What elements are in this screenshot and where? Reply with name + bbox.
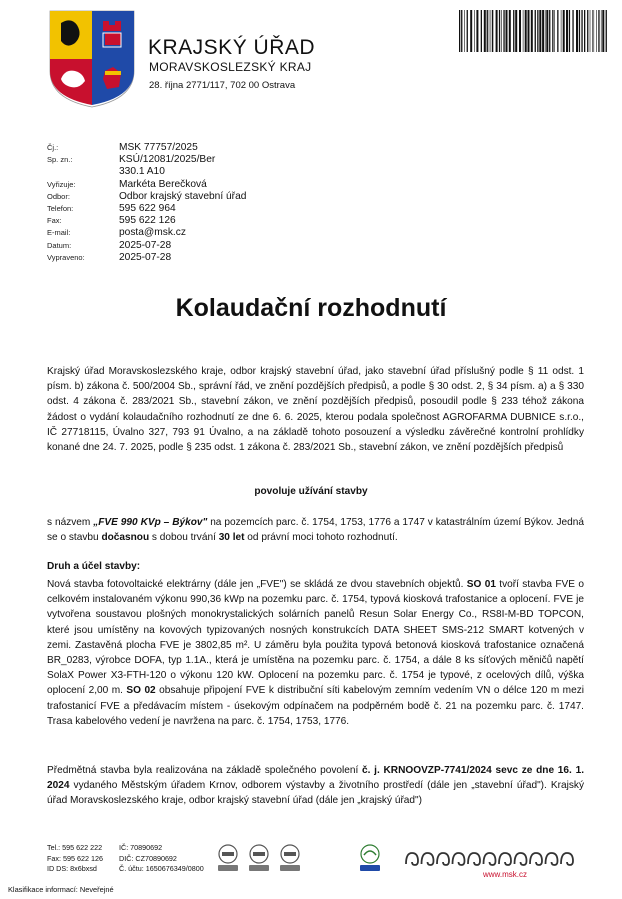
footer-phone: Tel.: 595 622 222 (47, 843, 103, 852)
decision-statement: povoluje užívání stavby (254, 486, 368, 497)
metadata-value: Markéta Berečková (119, 178, 207, 190)
metadata-label: Fax: (47, 216, 62, 226)
metadata-label: Datum: (47, 240, 72, 250)
metadata-value: MSK 77757/2025 (119, 142, 198, 153)
metadata-value: 330.1 A10 (119, 166, 165, 178)
iso-certificate-icon (214, 843, 242, 873)
document-metadata (47, 142, 347, 264)
footer-account: Č. účtu: 1650676349/0800 (119, 864, 204, 874)
metadata-label: Vyřizuje: (47, 179, 76, 189)
metadata-row (47, 227, 347, 239)
building-description-paragraph: Nová stavba fotovoltaické elektrárny (dále jen „FVE") se skládá ze dvou stavebních objektů. SO 01 tvoří stavba FVE o celkovém instalovaném výkonu 990,36 kWp na pozemku parc. č. 1754, typová kiosková trafostanice a oplocení. FVE je vytvořena soustavou plošných monokrystalických solárních panelů Resun Solar Energy Co., RS8I-M-BD TOPCON, které jsou umístěny na kovových typizovaných nosných konstrukcích DATA SHEET SMS-212 SMART kotvených v zemi. Zastavěná plocha FVE je 3802,85 m². U záměru byla použita typová betonová kiosková trafostanice označená BR_0283, výrobce DOFA, typ 1.1A., která je umístěna na pozemku parc. č. 1754, a dále 8 ks síťových měničů napětí SolaX Power X3-FTH-120 o výkonu 120 kW. Oplocení na pozemku parc. č. 1754 je typové, z ocelových dílů, výška oplocení 2,00 m. SO 02 obsahuje připojení FVE k distribuční síti kabelovým zemním vedením VN o délce 120 m mezi trafostanicí FVE a předávacím místem - úsekovým odpínačem na podpěrném bodě č. 21 na pozemku parc. č. 1747. Trasa kabelového vedení je navržena na parc. č. 1754, 1753, 1776. (47, 579, 584, 727)
permit-reference-paragraph: Předmětná stavba byla realizována na základě společného povolení č. j. KRNOOVZP-7741/2024 sevc ze dne 16. 1. 2024 vydaného Městským úřadem Krnov, odborem výstavby a životního prostředí (dále jen „stavební úřad"). Krajský úřad Moravskoslezského kraje, odbor krajský stavební úřad (dále jen „krajský úřad") (47, 765, 584, 807)
metadata-row (47, 252, 347, 264)
metadata-row (47, 215, 347, 227)
footer-contact (47, 843, 103, 875)
metadata-row (47, 240, 347, 252)
document-title: Kolaudační rozhodnutí (175, 294, 447, 322)
footer-ids (119, 843, 204, 875)
building-name: „FVE 990 KVp – Býkov" (93, 517, 208, 528)
wave-logo (404, 849, 578, 867)
metadata-value: 595 622 964 (119, 202, 176, 214)
classification-note: Klasifikace informací: Neveřejné (8, 885, 114, 894)
metadata-value: 595 622 126 (119, 215, 176, 227)
metadata-row (47, 191, 347, 203)
footer-data-box: ID DS: 8x6bxsd (47, 864, 97, 874)
footer-website: www.msk.cz (483, 870, 527, 879)
barcode-image (458, 10, 610, 60)
office-name: KRAJSKÝ ÚŘAD (148, 36, 316, 59)
iso-certificate-icon (276, 843, 304, 873)
metadata-value: 2025-07-28 (119, 251, 172, 263)
metadata-label: Vypraveno: (47, 252, 85, 262)
office-region: MORAVSKOSLEZSKÝ KRAJ (149, 60, 312, 74)
coat-of-arms-logo (47, 9, 137, 109)
metadata-value[interactable]: posta@msk.cz (119, 227, 186, 239)
metadata-value: 2025-07-28 (119, 239, 172, 251)
metadata-row (47, 142, 347, 154)
emas-icon (356, 843, 384, 873)
metadata-label: Odbor: (47, 191, 70, 201)
metadata-row (47, 166, 347, 178)
metadata-value: KSÚ/12081/2025/Ber (119, 154, 216, 166)
intro-paragraph: Krajský úřad Moravskoslezského kraje, odbor krajský stavební úřad, jako stavební úřad příslušný podle § 11 odst. 1 písm. b) zákona č. 500/2004 Sb., správní řád, ve znění pozdějších předpisů, a podle § 30 odst. 2, § 34 písm. a) a § 330 odst. 4 zákona č. 283/2021 Sb., stavební zákon, ve znění pozdějších předpisů, posoudil podle § 233 téhož zákona žádost o vydání kolaudačního rozhodnutí ze dne 6. 6. 2025, kterou podala společnost AGROFARMA DUBNICE s.r.o., IČ 27718115, Úvalno 327, 793 91 Úvalno, a na základě tohoto posouzení a výsledku závěrečné kontrolní prohlídky konané dne 24. 7. 2025, podle § 235 odst. 1 zákona č. 283/2021 Sb., stavební zákon, ve znění pozdějších předpisů (47, 366, 584, 454)
metadata-row (47, 154, 347, 166)
footer-fax: Fax: 595 622 126 (47, 853, 103, 863)
metadata-row (47, 203, 347, 215)
metadata-label: Telefon: (47, 203, 74, 213)
metadata-label: Sp. zn.: (47, 155, 73, 165)
office-address: 28. října 2771/117, 702 00 Ostrava (149, 80, 296, 91)
footer-ic: IČ: 70890692 (119, 843, 163, 852)
section-heading: Druh a účel stavby: (47, 561, 141, 572)
metadata-label: Čj.: (47, 143, 59, 152)
metadata-value: Odbor krajský stavební úřad (119, 190, 247, 202)
metadata-label: E-mail: (47, 228, 71, 238)
footer-dic: DIČ: CZ70890692 (119, 853, 177, 863)
iso-certificate-icon (245, 843, 273, 873)
metadata-row (47, 179, 347, 191)
building-name-paragraph: s názvem „FVE 990 KVp – Býkov" na pozemcích parc. č. 1754, 1753, 1776 a 1747 v katastrálním území Býkov. Jedná se o stavbu dočasnou s dobou trvání 30 let od právní moci tohoto rozhodnutí. (47, 517, 584, 544)
